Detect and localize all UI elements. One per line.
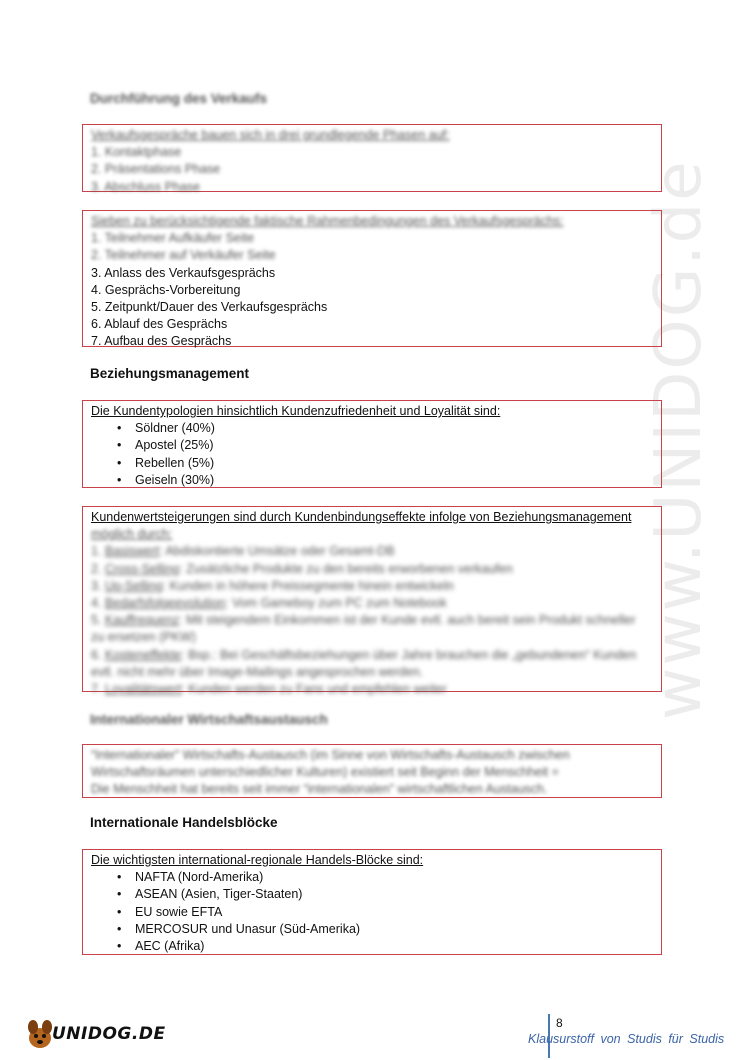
box-title: Sieben zu berücksichtigende faktische Rahmenbedingungen des Verkaufsgesprächs:: [91, 214, 564, 228]
item-term: Up-Selling: [104, 578, 163, 593]
list-item: 1. Kontaktphase: [91, 145, 182, 160]
list-item: • Rebellen (5%): [135, 455, 653, 472]
box-title: Verkaufsgespräche bauen sich in drei grundlegende Phasen auf:: [91, 128, 450, 142]
list-item: • EU sowie EFTA: [135, 904, 653, 921]
item-text: : Zusätzliche Produkte zu den bereits erworbenen verkaufen: [179, 561, 513, 576]
item-text: : Kunden in höhere Preissegmente hinein entwickeln: [162, 578, 454, 593]
box-title-continued: möglich durch:: [91, 527, 173, 542]
paragraph-line: “Internationaler” Wirtschafts-Austausch (im Sinne von Wirtschafts-Austausch zwischen: [91, 748, 570, 762]
section-heading-handelsbloecke: Internationale Handelsblöcke: [90, 815, 278, 830]
item-number: 2.: [91, 561, 105, 576]
box-verkaufsphasen: [82, 124, 662, 192]
item-number: 5.: [91, 613, 105, 628]
list-item: • Söldner (40%): [135, 420, 653, 437]
item-term: Cross-Selling: [104, 561, 180, 576]
list-item: 4. Gesprächs-Vorbereitung: [91, 282, 241, 297]
list-item: • MERCOSUR und Unasur (Süd-Amerika): [135, 921, 653, 938]
box-title: Kundenwertsteigerungen sind durch Kundenbindungseffekte infolge von Beziehungsmanagement: [91, 510, 632, 524]
list-item: 2. Teilnehmer auf Verkäufer Seite: [91, 248, 276, 263]
item-text: zu ersetzen (PKW): [91, 630, 196, 645]
box-title: Die Kundentypologien hinsichtlich Kundenzufriedenheit und Loyalität sind:: [91, 404, 501, 418]
logo-text: UNIDOG.DE: [52, 1024, 166, 1044]
footer-tagline: Klausurstoff von Studis für Studis: [528, 1032, 725, 1046]
item-text: : Mit steigendem Einkommen ist der Kunde evtl. auch bereit sein Produkt schneller: [179, 613, 636, 628]
paragraph-line: Wirtschaftsräumen unterschiedlicher Kulturen) existiert seit Beginn der Menschheit =: [91, 765, 559, 780]
numbered-list: [91, 543, 653, 698]
item-number: 4.: [91, 596, 105, 611]
box-kundenwertsteigerungen: [82, 506, 662, 697]
list-item: 6. Ablauf des Gesprächs: [91, 317, 228, 332]
box-title: Die wichtigsten international-regionale Handels-Blöcke sind:: [91, 853, 424, 867]
list-item: 2. Präsentations Phase: [91, 162, 221, 177]
list-item: • NAFTA (Nord-Amerika): [135, 869, 653, 886]
list-item: • ASEAN (Asien, Tiger-Staaten): [135, 886, 653, 903]
list-item: 1. Teilnehmer Aufkäufer Seite: [91, 231, 255, 246]
list-item: [91, 578, 653, 595]
item-number: 7.: [91, 682, 105, 697]
list-item: [91, 629, 653, 646]
list-item: [91, 595, 653, 612]
list-item: 7. Aufbau des Gesprächs: [91, 334, 232, 349]
item-text: : Vom Gameboy zum PC zum Notebook: [225, 596, 447, 611]
box-rahmenbedingungen: [82, 210, 662, 347]
list-item: 3. Abschluss Phase: [91, 179, 201, 194]
list-item: • Apostel (25%): [135, 437, 653, 454]
watermark: www.UNIDOG.de: [642, 159, 716, 720]
list-item: [91, 543, 653, 560]
item-text: : Kunden werden zu Fans und empfehlen weiter: [181, 682, 447, 697]
item-number: 6.: [91, 647, 105, 662]
box-wirtschaftsaustausch: [82, 744, 662, 798]
item-term: Loyalitätswert: [104, 682, 182, 697]
list-item: [91, 681, 653, 698]
list-item: 3. Anlass des Verkaufsgesprächs: [91, 265, 276, 280]
bullet-list: [91, 420, 653, 489]
item-term: Bedarfsfolgeevolution: [104, 596, 226, 611]
paragraph-line: Die Menschheit hat bereits seit immer “internationalen” wirtschaftlichen Austausch.: [91, 782, 548, 797]
item-term: Kauffrequenz: [104, 613, 180, 628]
section-heading-verkauf: Durchführung des Verkaufs: [90, 91, 268, 106]
item-term: Basiswert: [104, 544, 160, 559]
unidog-logo: [24, 1018, 164, 1052]
list-item: [91, 561, 653, 578]
box-handelsbloecke: [82, 849, 662, 955]
list-item: • AEC (Afrika): [135, 938, 653, 955]
item-text: evtl. nicht mehr über Image-Mailings angesprochen werden.: [91, 664, 424, 679]
list-item: • Geiseln (30%): [135, 472, 653, 489]
list-item: 5. Zeitpunkt/Dauer des Verkaufsgesprächs: [91, 300, 328, 315]
section-heading-beziehungsmanagement: Beziehungsmanagement: [90, 366, 250, 381]
list-item: [91, 647, 653, 664]
bullet-list: [91, 869, 653, 955]
list-item: [91, 664, 653, 681]
section-heading-wirtschaftsaustausch: Internationaler Wirtschaftsaustausch: [90, 712, 328, 727]
box-kundentypologien: [82, 400, 662, 488]
item-term: Kosteneffekte: [104, 647, 182, 662]
item-text: : Bsp.: Bei Geschäftsbeziehungen über Jahre brauchen die „gebundenen“ Kunden: [181, 647, 637, 662]
item-text: : Abdiskontierte Umsätze oder Gesamt-DB: [159, 544, 395, 559]
list-item: [91, 612, 653, 629]
item-number: 3.: [91, 578, 105, 593]
page-number: 8: [556, 1016, 563, 1030]
item-number: 1.: [91, 544, 105, 559]
